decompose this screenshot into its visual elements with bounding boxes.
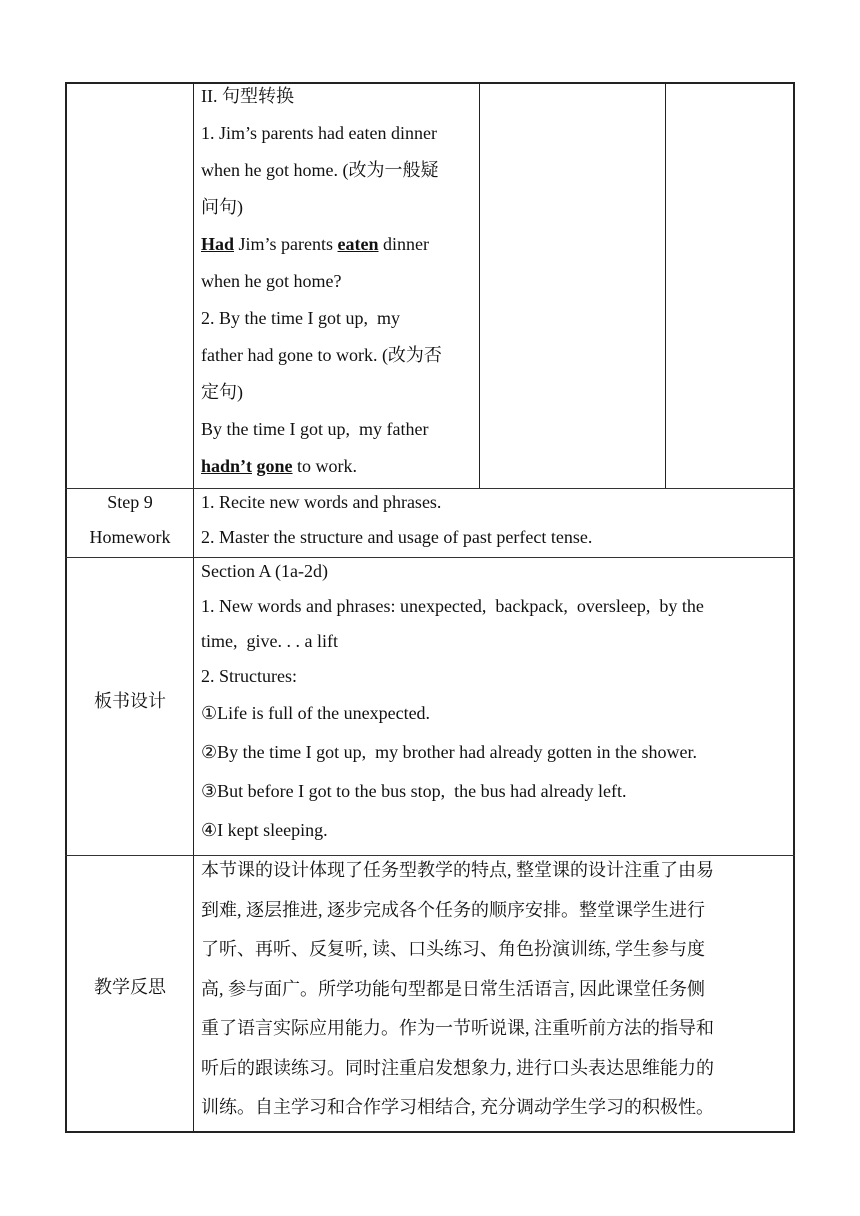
step-label-cell <box>67 484 193 555</box>
board-line: ①Life is full of the unexpected. <box>201 703 431 723</box>
reflection-line: 重了语言实际应用能力。作为一节听说课, 注重听前方法的指导和 <box>201 1018 714 1038</box>
table-border-bottom <box>65 1131 795 1133</box>
answer-text: to work. <box>292 456 358 476</box>
reflection-line: 听后的跟读练习。同时注重启发想象力, 进行口头表达思维能力的 <box>201 1057 714 1078</box>
reflection-line: 到难, 逐层推进, 逐步完成各个任务的顺序安排。整堂课学生进行 <box>201 899 705 920</box>
answer-2-line-1: By the time I got up, my father <box>201 419 429 439</box>
table-border-right <box>793 82 795 1133</box>
reflection-label: 教学反思 <box>94 977 166 997</box>
column-divider-3 <box>665 82 666 488</box>
question-2-line-3: 定句) <box>201 382 243 402</box>
column-divider-2 <box>479 82 480 488</box>
reflection-line: 训练。自主学习和合作学习相结合, 充分调动学生学习的积极性。 <box>201 1097 714 1117</box>
sentence-transform-cell <box>201 78 476 485</box>
answer-1-line-1 <box>201 226 476 263</box>
board-line: Section A (1a-2d) <box>201 561 328 581</box>
step-title: Homework <box>89 527 171 547</box>
answer-text: Jim’s parents <box>234 234 338 254</box>
section-heading: II. 句型转换 <box>201 86 294 106</box>
board-line: ③But before I got to the bus stop, the bus had already left. <box>201 781 627 801</box>
answer-word: hadn’t <box>201 456 253 476</box>
board-design-cell <box>201 555 791 850</box>
answer-word: eaten <box>337 234 379 254</box>
answer-text: dinner <box>378 234 429 254</box>
question-2-line-2: father had gone to work. (改为否 <box>201 345 442 365</box>
reflection-cell <box>201 851 791 1128</box>
column-divider-1 <box>193 82 194 1133</box>
answer-2-line-2 <box>201 448 476 485</box>
reflection-line: 高, 参与面广。所学功能句型都是日常生活语言, 因此课堂任务侧 <box>201 978 705 999</box>
question-1-line-2: when he got home. (改为一般疑 <box>201 160 439 180</box>
board-line: ②By the time I got up, my brother had already gotten in the shower. <box>201 742 698 762</box>
board-design-label: 板书设计 <box>94 691 166 711</box>
question-1-line-1: 1. Jim’s parents had eaten dinner <box>201 123 437 143</box>
question-1-line-3: 问句) <box>201 197 243 217</box>
reflection-line: 了听、再听、反复听, 读、口头练习、角色扮演训练, 学生参与度 <box>201 939 705 959</box>
question-2-line-1: 2. By the time I got up, my <box>201 308 400 328</box>
board-line: 2. Structures: <box>201 666 297 686</box>
homework-item-2: 2. Master the structure and usage of past perfect tense. <box>201 527 593 547</box>
answer-word: gone <box>256 456 293 476</box>
answer-word: Had <box>201 234 235 254</box>
board-line: 1. New words and phrases: unexpected, backpack, oversleep, by the <box>201 596 704 616</box>
answer-1-line-2: when he got home? <box>201 271 342 291</box>
board-line: time, give. . . a lift <box>201 631 338 651</box>
step-number: Step 9 <box>107 492 153 512</box>
board-line: ④I kept sleeping. <box>201 820 328 840</box>
homework-cell <box>201 485 791 555</box>
reflection-line: 本节课的设计体现了任务型教学的特点, 整堂课的设计注重了由易 <box>201 860 714 880</box>
homework-item-1: 1. Recite new words and phrases. <box>201 492 442 512</box>
